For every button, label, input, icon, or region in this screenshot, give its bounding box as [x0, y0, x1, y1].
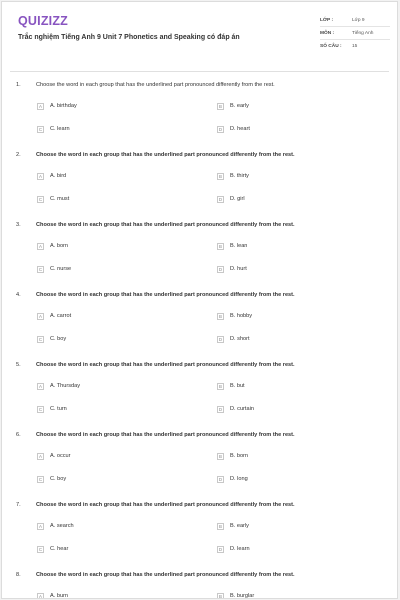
- option-text: C. turn: [50, 406, 67, 412]
- answer-option-a[interactable]: [37, 521, 74, 531]
- option-letter-box: B: [217, 103, 224, 110]
- answer-option-b[interactable]: [217, 101, 249, 111]
- option-letter-box: A: [37, 383, 44, 390]
- option-text: D. learn: [230, 546, 250, 552]
- option-letter-box: A: [37, 243, 44, 250]
- option-text: C. nurse: [50, 266, 72, 272]
- option-text: D. short: [230, 336, 250, 342]
- meta-row-subject: [320, 27, 390, 40]
- answer-option-a[interactable]: [37, 451, 71, 461]
- question-text: Choose the word in each group that has the underlined part pronounced differently from the rest.: [36, 362, 295, 368]
- answer-option-d[interactable]: [217, 474, 248, 484]
- option-text: B. thirty: [230, 173, 249, 179]
- option-letter-box: C: [38, 406, 43, 412]
- question-item: [2, 292, 397, 362]
- meta-value: Tiếng Anh: [352, 30, 374, 36]
- option-letter-box: D: [218, 196, 223, 202]
- option-text: A. Thursday: [50, 383, 81, 389]
- question-number: 2.: [16, 152, 21, 158]
- answer-option-b[interactable]: [217, 311, 252, 321]
- option-letter-box: C: [38, 546, 43, 552]
- answer-option-c[interactable]: [37, 404, 67, 414]
- option-letter-box: B: [217, 523, 224, 530]
- question-number: 4.: [16, 292, 21, 298]
- answer-option-d[interactable]: [217, 124, 250, 134]
- answer-option-d[interactable]: [217, 334, 250, 344]
- option-letter-box: B: [217, 243, 224, 250]
- question-item: [2, 572, 397, 599]
- question-text: Choose the word in each group that has the underlined part pronounced differently from the rest.: [36, 222, 295, 228]
- question-text: Choose the word in each group that has the underlined part pronounced differently from the rest.: [36, 502, 295, 508]
- answer-option-b[interactable]: [217, 521, 249, 531]
- answer-option-c[interactable]: [37, 264, 71, 274]
- option-text: A. burn: [50, 593, 69, 599]
- meta-value: Lớp 9: [352, 17, 365, 23]
- option-text: A. occur: [50, 453, 71, 459]
- option-letter-box: D: [218, 546, 223, 552]
- answer-option-b[interactable]: [217, 171, 249, 181]
- answer-option-c[interactable]: [37, 194, 69, 204]
- option-text: D. hurt: [230, 266, 247, 272]
- option-text: B. early: [230, 103, 249, 109]
- header-divider: [10, 71, 389, 72]
- answer-option-a[interactable]: [37, 241, 68, 251]
- option-letter-box: C: [38, 196, 43, 202]
- meta-key: MÔN :: [320, 30, 335, 36]
- answer-option-a[interactable]: [37, 381, 80, 391]
- worksheet-header: [2, 2, 397, 70]
- option-text: C. boy: [50, 476, 67, 482]
- option-text: B. hobby: [230, 313, 253, 319]
- answer-option-d[interactable]: [217, 194, 245, 204]
- question-number: 6.: [16, 432, 21, 438]
- meta-key: LỚP :: [320, 17, 334, 23]
- option-text: C. learn: [50, 126, 70, 132]
- option-text: B. born: [230, 453, 249, 459]
- answer-option-a[interactable]: [37, 311, 71, 321]
- answer-option-d[interactable]: [217, 404, 254, 414]
- option-text: C. must: [50, 196, 70, 202]
- meta-value: 15: [352, 43, 358, 49]
- worksheet-page: [1, 1, 398, 599]
- question-text: Choose the word in each group that has the underlined part pronounced differently from the rest.: [36, 572, 295, 578]
- option-text: A. bird: [50, 173, 67, 179]
- option-letter-box: B: [217, 313, 224, 320]
- question-list: [2, 82, 397, 599]
- question-number: 1.: [16, 82, 21, 88]
- question-text: Choose the word in each group that has the underlined part pronounced differently from the rest.: [36, 152, 295, 158]
- question-number: 5.: [16, 362, 21, 368]
- question-number: 7.: [16, 502, 21, 508]
- question-item: [2, 152, 397, 222]
- option-letter-box: A: [37, 103, 44, 110]
- option-letter-box: A: [37, 173, 44, 180]
- option-text: A. birthday: [50, 103, 77, 109]
- option-letter-box: D: [218, 126, 223, 132]
- option-text: B. early: [230, 523, 249, 529]
- option-text: B. burglar: [230, 593, 255, 599]
- meta-key: SỐ CÂU :: [320, 43, 342, 49]
- answer-option-b[interactable]: [217, 381, 245, 391]
- answer-option-c[interactable]: [37, 334, 66, 344]
- meta-table: [320, 14, 390, 52]
- option-letter-box: A: [37, 593, 44, 600]
- option-letter-box: B: [217, 593, 224, 600]
- option-letter-box: D: [218, 406, 223, 412]
- option-letter-box: B: [217, 383, 224, 390]
- option-letter-box: C: [38, 476, 43, 482]
- option-letter-box: A: [37, 313, 44, 320]
- option-text: A. carrot: [50, 313, 72, 319]
- option-text: B. but: [230, 383, 245, 389]
- option-letter-box: A: [37, 523, 44, 530]
- question-text: Choose the word in each group that has the underlined part pronounced differently from the rest.: [36, 432, 295, 438]
- answer-option-c[interactable]: [37, 474, 66, 484]
- option-text: B. lean: [230, 243, 248, 249]
- option-letter-box: C: [38, 336, 43, 342]
- answer-option-c[interactable]: [37, 124, 70, 134]
- answer-option-b[interactable]: [217, 241, 247, 251]
- option-letter-box: D: [218, 336, 223, 342]
- option-text: D. long: [230, 476, 248, 482]
- question-text: Choose the word in each group that has the underlined part pronounced differently from the rest.: [36, 82, 275, 88]
- answer-option-b[interactable]: [217, 591, 254, 599]
- question-text: Choose the word in each group that has the underlined part pronounced differently from the rest.: [36, 292, 295, 298]
- option-letter-box: D: [218, 266, 223, 272]
- option-letter-box: B: [217, 453, 224, 460]
- question-number: 3.: [16, 222, 21, 228]
- answer-option-a[interactable]: [37, 171, 66, 181]
- option-text: D. curtain: [230, 406, 254, 412]
- page-title: Trắc nghiệm Tiếng Anh 9 Unit 7 Phonetics and Speaking có đáp án: [18, 34, 240, 41]
- option-text: D. girl: [230, 196, 245, 202]
- option-text: A. born: [50, 243, 69, 249]
- question-item: [2, 82, 397, 152]
- question-item: [2, 502, 397, 572]
- option-letter-box: C: [38, 126, 43, 132]
- question-number: 8.: [16, 572, 21, 578]
- meta-row-count: [320, 40, 390, 52]
- option-text: A. search: [50, 523, 74, 529]
- meta-row-grade: [320, 14, 390, 27]
- answer-option-a[interactable]: [37, 101, 77, 111]
- option-letter-box: A: [37, 453, 44, 460]
- option-text: C. hear: [50, 546, 69, 552]
- quizizz-logo[interactable]: QUIZIZZ: [18, 14, 69, 28]
- question-item: [2, 432, 397, 502]
- answer-option-a[interactable]: [37, 591, 68, 599]
- answer-option-b[interactable]: [217, 451, 248, 461]
- option-letter-box: C: [38, 266, 43, 272]
- option-text: C. boy: [50, 336, 67, 342]
- answer-option-c[interactable]: [37, 544, 68, 554]
- question-item: [2, 222, 397, 292]
- answer-option-d[interactable]: [217, 544, 250, 554]
- option-letter-box: D: [218, 476, 223, 482]
- option-letter-box: B: [217, 173, 224, 180]
- option-text: D. heart: [230, 126, 250, 132]
- answer-option-d[interactable]: [217, 264, 247, 274]
- question-item: [2, 362, 397, 432]
